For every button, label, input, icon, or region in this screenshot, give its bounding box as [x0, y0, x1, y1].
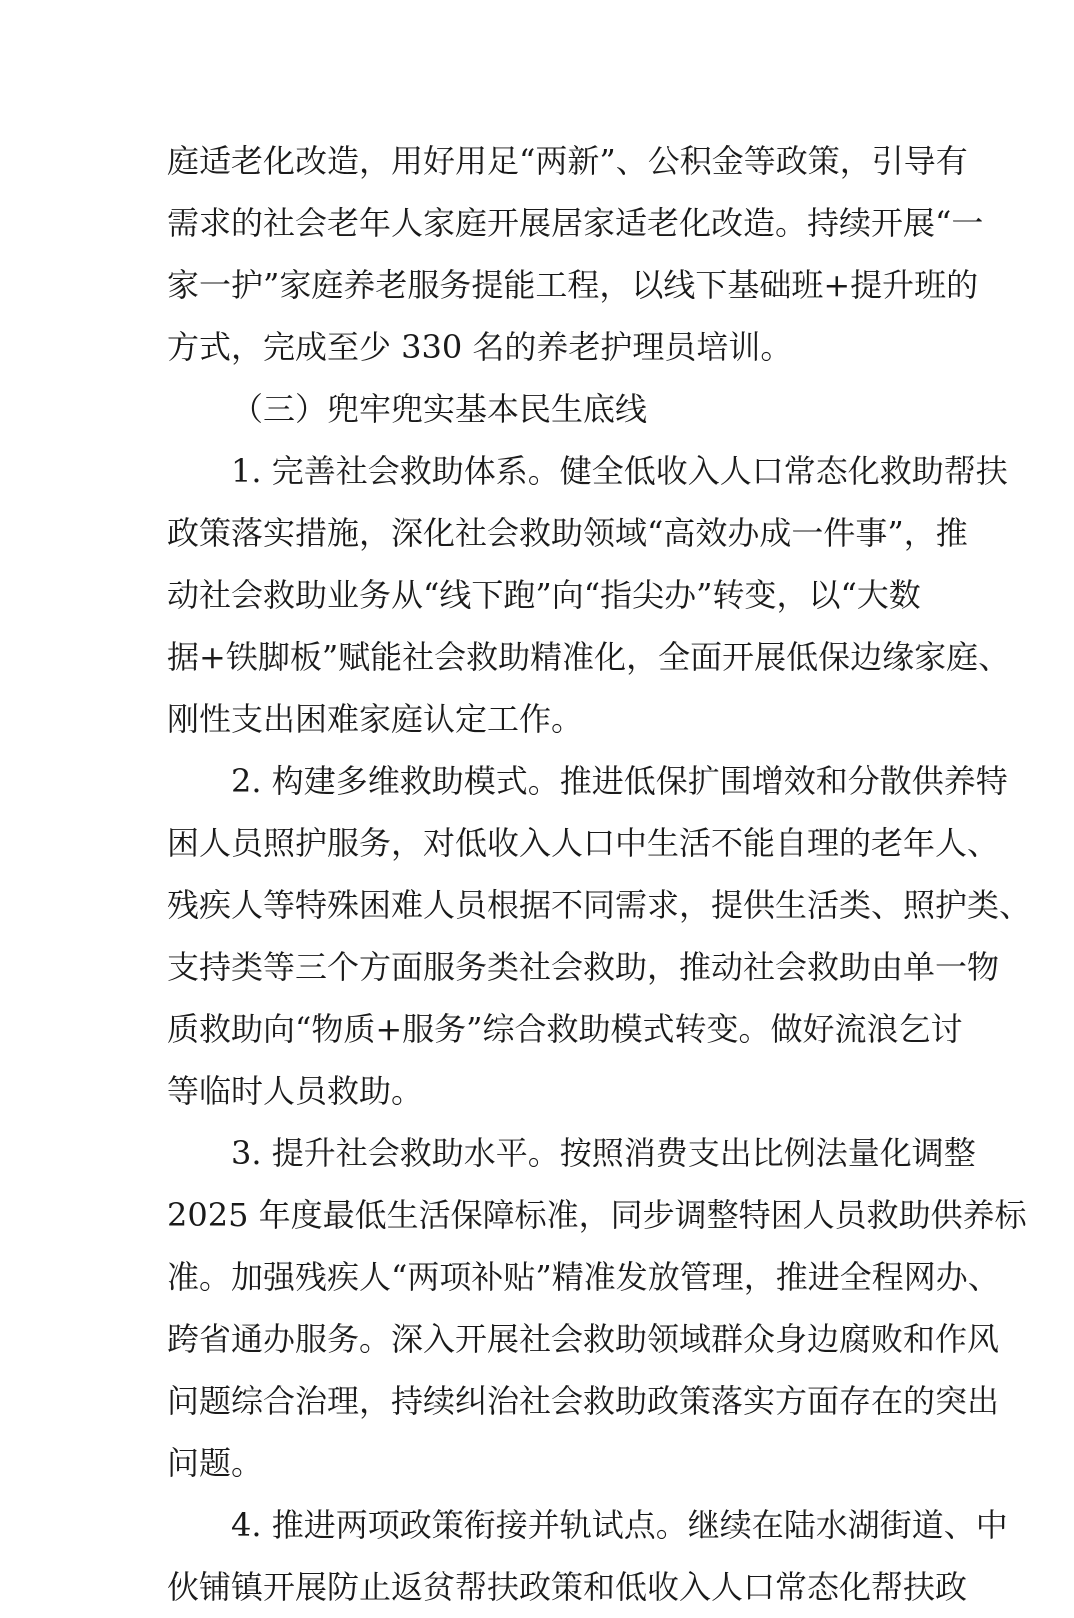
- text-line: 支持类等三个方面服务类社会救助，推动社会救助由单一物: [167, 948, 1000, 986]
- paragraph-start-line: 4. 推进两项政策衔接并轨试点。继续在陆水湖街道、中: [231, 1506, 1008, 1544]
- text-line: 等临时人员救助。: [167, 1072, 424, 1110]
- text-line: 问题综合治理，持续纠治社会救助政策落实方面存在的突出: [167, 1382, 1000, 1420]
- text-line: 2025 年度最低生活保障标准，同步调整特困人员救助供养标: [167, 1196, 1027, 1234]
- paragraph-start-line: 2. 构建多维救助模式。推进低保扩围增效和分散供养特: [231, 762, 1008, 800]
- text-line: 伙铺镇开展防止返贫帮扶政策和低收入人口常态化帮扶政: [167, 1568, 968, 1606]
- text-line: 政策落实措施，深化社会救助领域“高效办成一件事”，推: [167, 514, 968, 552]
- text-line: 准。加强残疾人“两项补贴”精准发放管理，推进全程网办、: [167, 1258, 1000, 1296]
- document-body: [167, 130, 1032, 1618]
- text-line: 动社会救助业务从“线下跑”向“指尖办”转变，以“大数: [167, 576, 921, 614]
- text-line: 困人员照护服务，对低收入人口中生活不能自理的老年人、: [167, 824, 1000, 862]
- text-line: 质救助向“物质+服务”综合救助模式转变。做好流浪乞讨: [167, 1010, 963, 1048]
- text-line: 据+铁脚板”赋能社会救助精准化，全面开展低保边缘家庭、: [167, 638, 1011, 676]
- section-heading: （三）兜牢兜实基本民生底线: [231, 390, 648, 428]
- text-line: 家一护”家庭养老服务提能工程，以线下基础班+提升班的: [167, 266, 979, 304]
- text-line: 方式，完成至少 330 名的养老护理员培训。: [167, 328, 793, 366]
- text-line: 需求的社会老年人家庭开展居家适老化改造。持续开展“一: [167, 204, 984, 242]
- text-line: 残疾人等特殊困难人员根据不同需求，提供生活类、照护类、: [167, 886, 1032, 924]
- text-line: 跨省通办服务。深入开展社会救助领域群众身边腐败和作风: [167, 1320, 1000, 1358]
- text-line: 刚性支出困难家庭认定工作。: [167, 700, 584, 738]
- text-line: 庭适老化改造，用好用足“两新”、公积金等政策，引导有: [167, 142, 968, 180]
- paragraph-start-line: 1. 完善社会救助体系。健全低收入人口常态化救助帮扶: [231, 452, 1008, 490]
- text-line: 问题。: [167, 1444, 264, 1482]
- paragraph-start-line: 3. 提升社会救助水平。按照消费支出比例法量化调整: [231, 1134, 976, 1172]
